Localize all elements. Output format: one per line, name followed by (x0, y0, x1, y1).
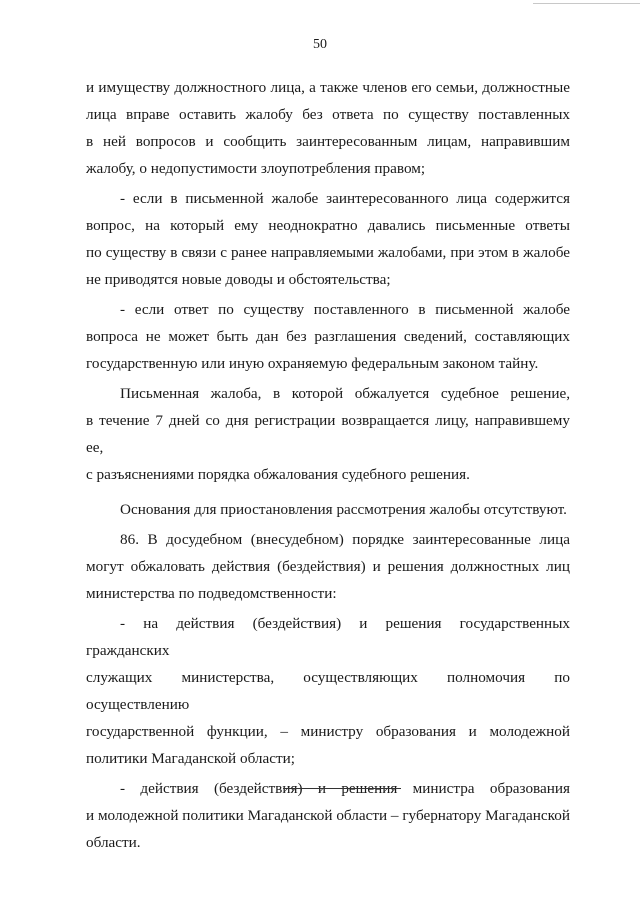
text-line: и молодежной политики Магаданской области – губернатору Магаданской (86, 807, 570, 824)
text-line: служащих министерства, осуществляющих полномочия по осуществлению (86, 669, 570, 713)
text-line: государственную или иную охраняемую федеральным законом тайну. (86, 355, 539, 372)
text-line: министерства по подведомственности: (86, 585, 337, 602)
text-line: политики Магаданской области; (86, 750, 295, 767)
text-line: области. (86, 834, 141, 851)
text-line: государственной функции, – министру образования и молодежной (86, 723, 570, 740)
text-line: Основания для приостановления рассмотрения жалобы отсутствуют. (120, 501, 567, 518)
body-text (86, 74, 570, 856)
text-line: Письменная жалоба, в которой обжалуется судебное решение, (120, 385, 570, 402)
text-line: в течение 7 дней со дня регистрации возвращается лицу, направившему ее, (86, 412, 570, 456)
corner-rule (533, 3, 640, 4)
text-line: могут обжаловать действия (бездействия) и решения должностных лиц (86, 558, 570, 575)
text-line: лица вправе оставить жалобу без ответа по существу поставленных (86, 106, 570, 123)
text-line: с разъяснениями порядка обжалования судебного решения. (86, 466, 470, 483)
text-line: и имуществу должностного лица, а также членов его семьи, должностные (86, 79, 570, 96)
end-of-document-rule (283, 788, 401, 789)
page-number: 50 (313, 37, 327, 52)
text-line: по существу в связи с ранее направляемыми жалобами, при этом в жалобе (86, 244, 570, 261)
text-line: - если ответ по существу поставленного в письменной жалобе (120, 301, 570, 318)
text-line: жалобу, о недопустимости злоупотребления правом; (86, 160, 426, 177)
text-line: в ней вопросов и сообщить заинтересованным лицам, направившим (86, 133, 570, 150)
text-line: вопрос, на который ему неоднократно давались письменные ответы (86, 217, 570, 234)
text-line: не приводятся новые доводы и обстоятельства; (86, 271, 391, 288)
text-line: 86. В досудебном (внесудебном) порядке заинтересованные лица (120, 531, 570, 548)
text-line: - действия (бездействия) и решения министра образования (120, 780, 570, 797)
text-line: вопроса не может быть дан без разглашения сведений, составляющих (86, 328, 570, 345)
text-line: - на действия (бездействия) и решения государственных гражданских (86, 615, 570, 659)
text-line: - если в письменной жалобе заинтересованного лица содержится (120, 190, 570, 207)
